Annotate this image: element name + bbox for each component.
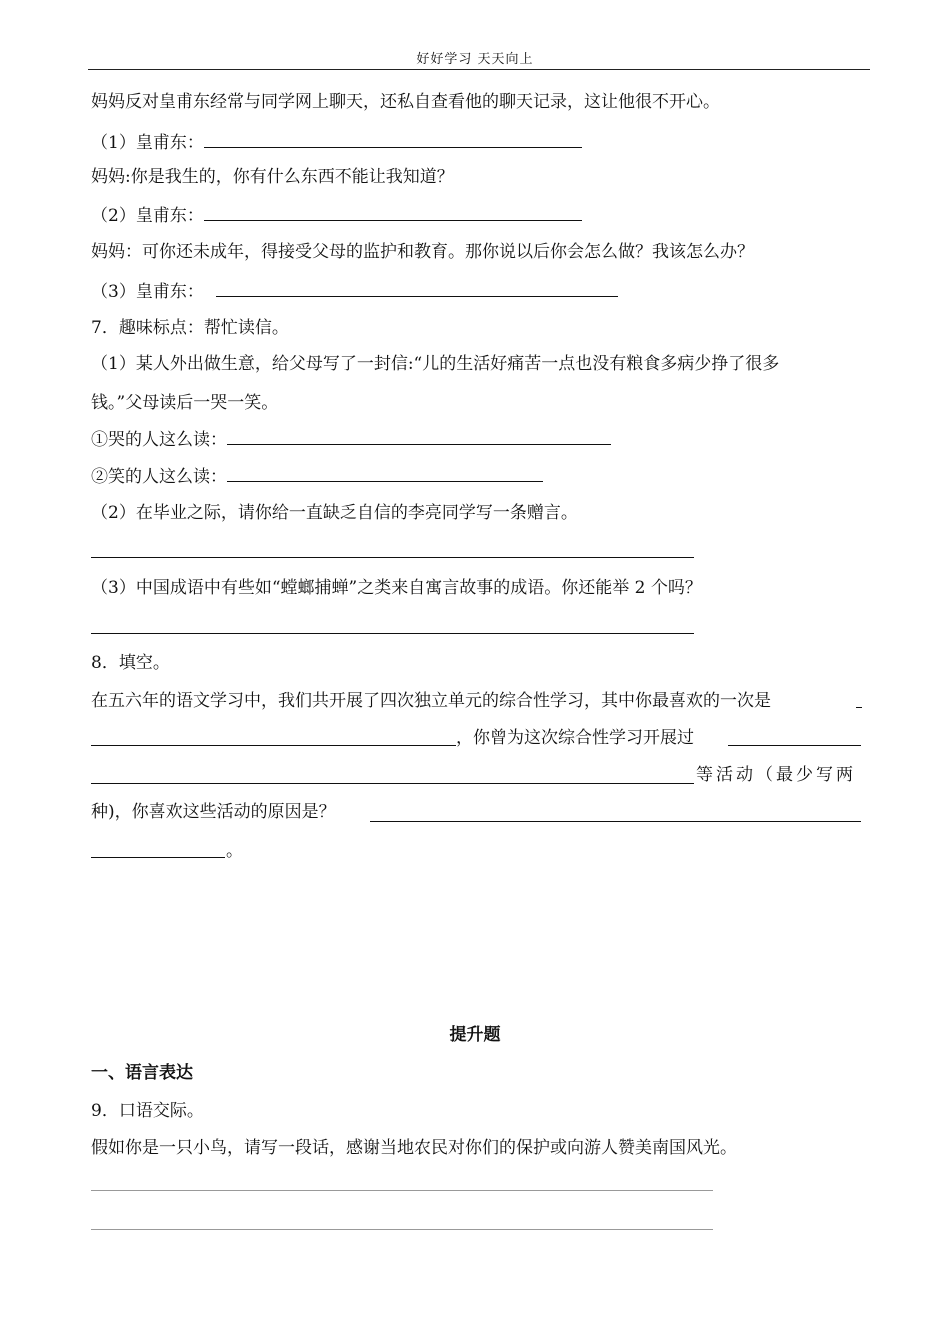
q7-part2: （2）在毕业之际，请你给一直缺乏自信的李亮同学写一条赠言。 [91, 503, 578, 523]
q6-intro: 妈妈反对皇甫东经常与同学网上聊天，还私自查看他的聊天记录，这让他很不开心。 [91, 92, 720, 112]
q7-part3-answer-line[interactable] [91, 633, 694, 634]
q8-blank-reason-end[interactable] [91, 857, 225, 858]
q7-part1-line2: 钱。”父母读后一哭一笑。 [91, 393, 279, 413]
q7-part1-line1: （1）某人外出做生意，给父母写了一封信:“儿的生活好痛苦一点也没有粮食多病少挣了很多 [91, 354, 780, 374]
q8-blank-start[interactable] [856, 707, 862, 708]
q8-line-5-end: 。 [226, 841, 243, 861]
q8-title: 8．填空。 [91, 653, 170, 673]
q8-line-3-tail: 等活动（最少写两 [696, 765, 856, 785]
q8-line-2-mid: ，你曾为这次综合性学习开展过 [456, 728, 694, 748]
q9-answer-line-1[interactable] [91, 1190, 713, 1191]
q6-answer-1-blank[interactable] [204, 131, 582, 148]
q6-answer-1-label: （1）皇甫东： [91, 133, 204, 153]
q8-blank-reason[interactable] [370, 821, 861, 822]
q7-cry-blank[interactable] [227, 428, 611, 445]
q9-title: 9．口语交际。 [91, 1101, 204, 1121]
q7-laugh-reading [91, 465, 543, 488]
q6-mom-line-3: 妈妈：可你还未成年，得接受父母的监护和教育。那你说以后你会怎么做？我该怎么办？ [91, 242, 754, 262]
q6-answer-2 [91, 204, 582, 227]
q7-title: 7．趣味标点：帮忙读信。 [91, 318, 289, 338]
q7-laugh-blank[interactable] [227, 465, 543, 482]
q7-laugh-label: ②笑的人这么读： [91, 467, 227, 487]
q8-blank-activities-start[interactable] [728, 745, 861, 746]
q8-blank-activities[interactable] [91, 783, 694, 784]
q7-part3: （3）中国成语中有些如“螳螂捕蝉”之类来自寓言故事的成语。你还能举 2 个吗？ [91, 578, 702, 598]
q6-answer-3 [91, 280, 618, 303]
q7-cry-reading [91, 428, 611, 451]
q8-line-4: 种)，你喜欢这些活动的原因是？ [91, 802, 336, 822]
q7-part2-answer-line[interactable] [91, 557, 694, 558]
page-header: 好好学习 天天向上 [416, 52, 534, 67]
q6-answer-1 [91, 131, 582, 154]
q8-line-1: 在五六年的语文学习中，我们共开展了四次独立单元的综合性学习，其中你最喜欢的一次是 [91, 691, 771, 711]
section-title: 提升题 [449, 1025, 501, 1045]
q7-cry-label: ①哭的人这么读： [91, 430, 227, 450]
q6-answer-3-blank[interactable] [216, 280, 618, 297]
part-one-heading: 一、语言表达 [91, 1063, 193, 1083]
q6-answer-3-label: （3）皇甫东： [91, 282, 204, 302]
q6-answer-2-blank[interactable] [204, 204, 582, 221]
q9-answer-line-2[interactable] [91, 1229, 713, 1230]
q6-answer-2-label: （2）皇甫东： [91, 206, 204, 226]
q9-prompt: 假如你是一只小鸟，请写一段话，感谢当地农民对你们的保护或向游人赞美南国风光。 [91, 1138, 737, 1158]
q8-blank-favorite[interactable] [91, 745, 456, 746]
q6-mom-line-2: 妈妈:你是我生的，你有什么东西不能让我知道？ [91, 167, 454, 187]
header-divider [88, 69, 870, 70]
